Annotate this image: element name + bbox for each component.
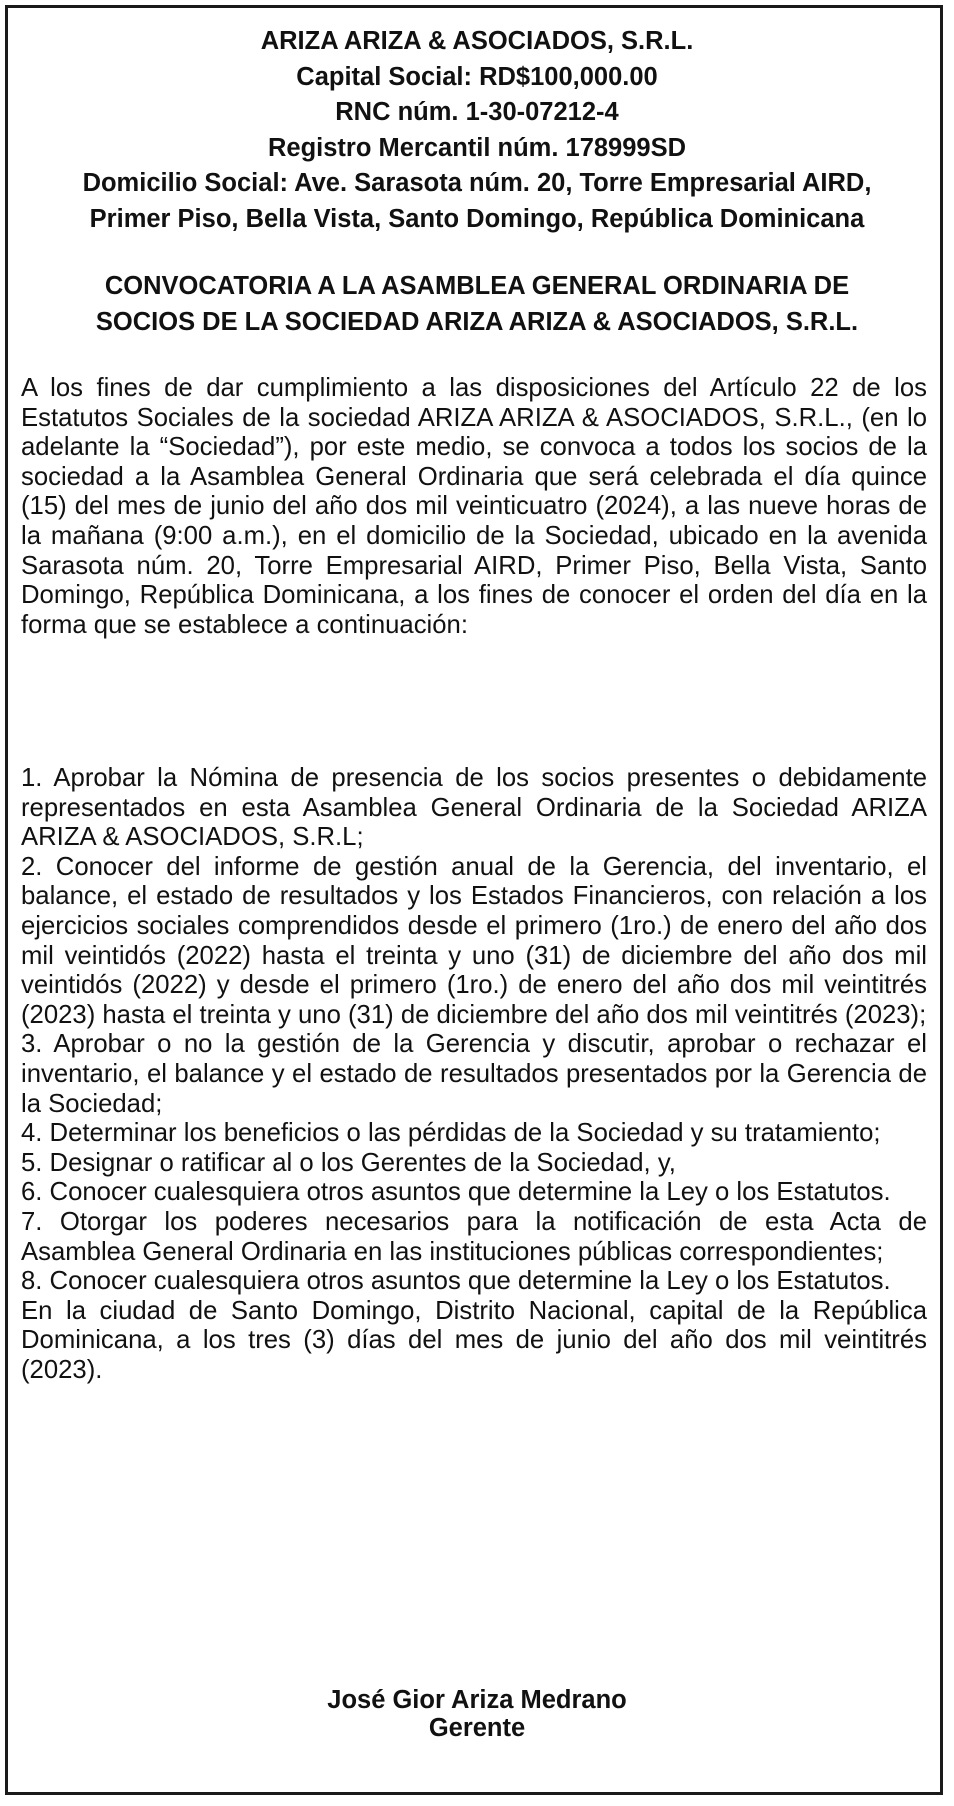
intro-section [21, 374, 927, 640]
agenda-item-2: 2. Conocer del informe de gestión anual de la Gerencia, del inventario, el balance, el estado de resultados y los Estados Financieros, con relación a los ejercicios sociales comprendidos desde el primero (1ro.) de enero del año dos mil veintidós (2022) hasta el treinta y uno (31) de diciembre del año dos mil veintidós (2022) y desde el primero (1ro.) de enero del año dos mil veintitrés (2023) hasta el treinta y uno (31) de diciembre del año dos mil veintitrés (2023); [21, 852, 927, 1029]
intro-paragraph: A los fines de dar cumplimiento a las disposiciones del Artículo 22 de los Estatutos Sociales de la sociedad ARIZA ARIZA & ASOCIADOS, S.R.L., (en lo adelante la “Sociedad”), por este medio, se convoca a todos los socios de la sociedad a la Asamblea General Ordinaria que será celebrada el día quince (15) del mes de junio del año dos mil veinticuatro (2024), a las nueve horas de la mañana (9:00 a.m.), en el domicilio de la Sociedad, ubicado en la avenida Sarasota núm. 20, Torre Empresarial AIRD, Primer Piso, Bella Vista, Santo Domingo, República Dominicana, a los fines de conocer el orden del día en la forma que se establece a continuación: [21, 374, 927, 639]
signer-name: José Gior Ariza Medrano [327, 1686, 627, 1714]
capital-social: Capital Social: RD$100,000.00 [296, 62, 658, 91]
company-header [14, 24, 940, 237]
agenda-item-6: 6. Conocer cualesquiera otros asuntos que determine la Ley o los Estatutos. [21, 1178, 891, 1207]
agenda-item-8: 8. Conocer cualesquiera otros asuntos que determine la Ley o los Estatutos. [21, 1267, 891, 1296]
agenda-item-4: 4. Determinar los beneficios o las pérdidas de la Sociedad y su tratamiento; [21, 1119, 881, 1148]
title-line-2: SOCIOS DE LA SOCIEDAD ARIZA ARIZA & ASOCIADOS, S.R.L. [95, 307, 859, 336]
closing-paragraph: En la ciudad de Santo Domingo, Distrito Nacional, capital de la República Dominicana, a los tres (3) días del mes de junio del año dos mil veintitrés (2023). [21, 1296, 927, 1384]
registro-mercantil: Registro Mercantil núm. 178999SD [267, 133, 687, 162]
domicilio-line-1: Domicilio Social: Ave. Sarasota núm. 20, Torre Empresarial AIRD, [82, 169, 872, 197]
signature-block [14, 1686, 940, 1742]
domicilio-line-2: Primer Piso, Bella Vista, Santo Domingo, República Dominicana [89, 204, 865, 233]
agenda-item-1: 1. Aprobar la Nómina de presencia de los socios presentes o debidamente representados en esta Asamblea General Ordinaria de la Sociedad ARIZA ARIZA & ASOCIADOS, S.R.L; [21, 764, 927, 852]
notice-title [14, 269, 940, 340]
rnc-number: RNC núm. 1-30-07212-4 [335, 98, 619, 126]
agenda-item-5: 5. Designar o ratificar al o los Gerentes de la Sociedad, y, [21, 1148, 676, 1177]
title-line-1: CONVOCATORIA A LA ASAMBLEA GENERAL ORDINARIA DE [104, 272, 850, 300]
agenda-list [21, 764, 927, 1385]
agenda-item-7: 7. Otorgar los poderes necesarios para la notificación de esta Acta de Asamblea General Ordinaria en las instituciones públicas correspondientes; [21, 1207, 927, 1266]
agenda-item-3: 3. Aprobar o no la gestión de la Gerencia y discutir, aprobar o rechazar el inventario, el balance y el estado de resultados presentados por la Gerencia de la Sociedad; [21, 1030, 927, 1118]
company-name: ARIZA ARIZA & ASOCIADOS, S.R.L. [260, 27, 694, 55]
signer-role: Gerente [428, 1714, 526, 1742]
